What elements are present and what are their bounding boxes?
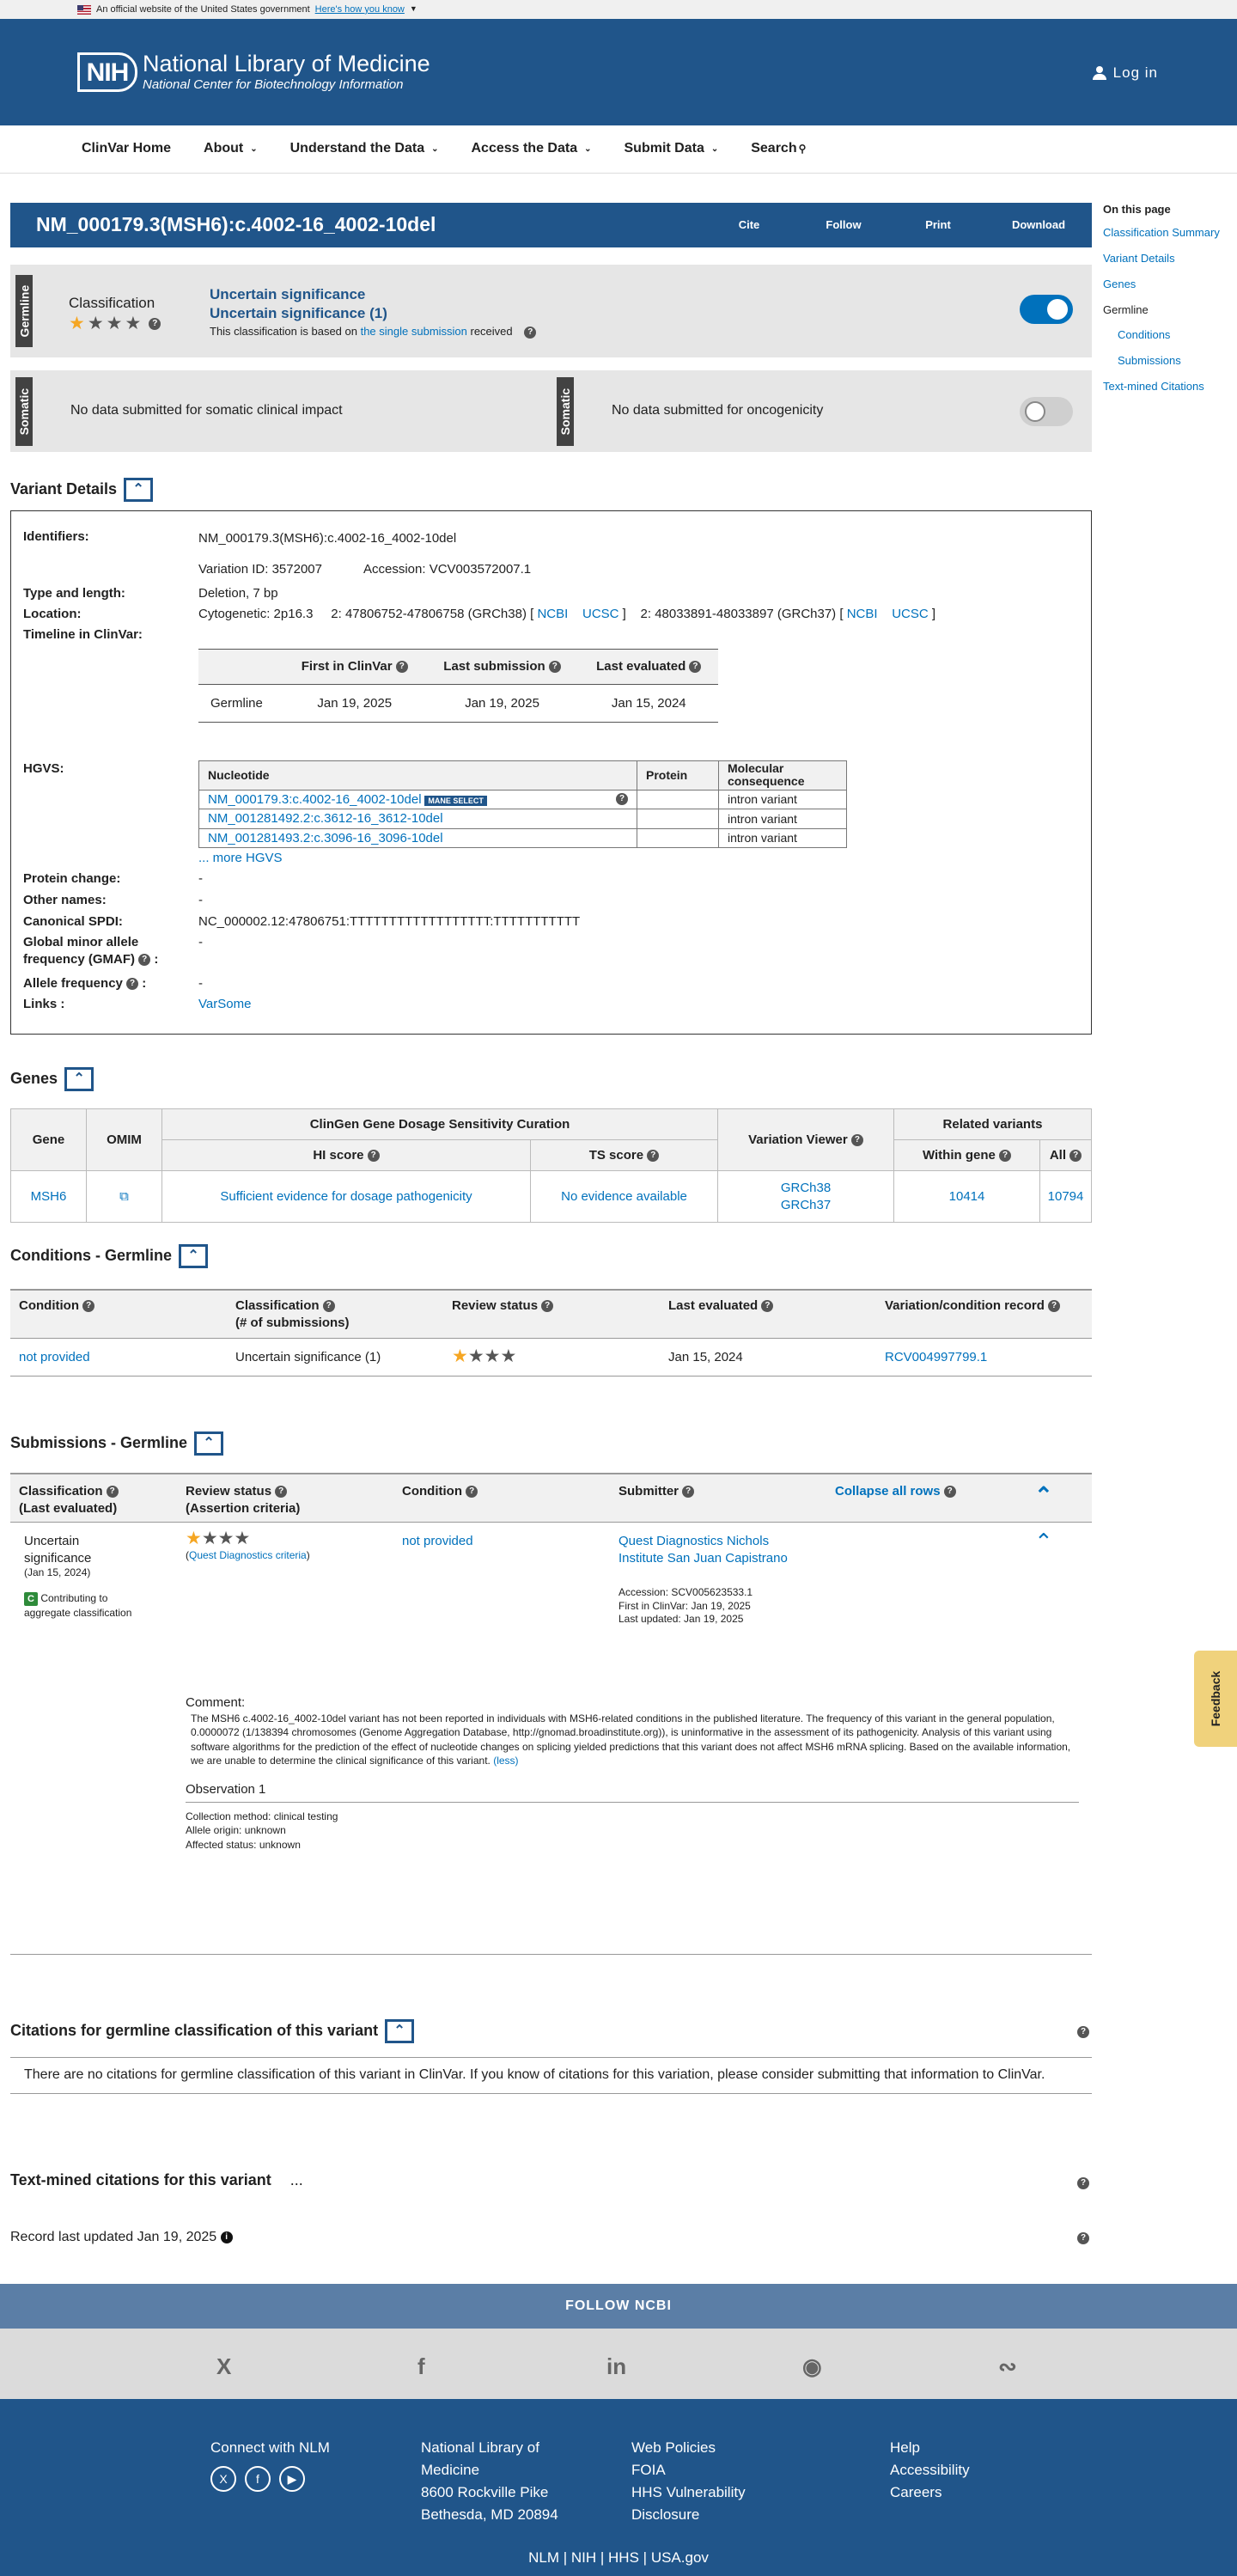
within-gene-link[interactable]: 10414 xyxy=(894,1171,1040,1223)
connect-label: Connect with NLM xyxy=(210,2439,330,2456)
other-names-label: Other names: xyxy=(23,893,107,907)
help-icon[interactable]: ? xyxy=(851,1134,863,1146)
more-hgvs-link[interactable]: ... more HGVS xyxy=(198,851,283,865)
hhs-vulnerability-link[interactable]: HHS Vulnerability xyxy=(631,2484,746,2500)
github-icon[interactable]: ◉ xyxy=(802,2353,822,2379)
protein-change-label: Protein change: xyxy=(23,871,121,886)
hgvs-consequence: intron variant xyxy=(719,790,847,809)
submitter-meta: Accession: SCV005623533.1 First in ClinVar: Jan 19, 2025 Last updated: Jan 19, 2025 xyxy=(618,1586,753,1626)
nav-access-data[interactable] xyxy=(471,140,591,158)
conditions-table xyxy=(10,1289,1092,1377)
disclosure-link[interactable]: Disclosure xyxy=(631,2506,700,2523)
all-header: All ? xyxy=(1040,1140,1092,1171)
print-button[interactable]: Print xyxy=(925,217,951,231)
gov-banner-text: An official website of the United States government xyxy=(96,3,310,15)
social-bar xyxy=(0,2329,1237,2399)
nav-label: Submit Data xyxy=(624,141,704,156)
x-twitter-icon[interactable]: X xyxy=(216,2353,232,2379)
help-icon[interactable]: ? xyxy=(761,1300,773,1312)
star-icon: ★ xyxy=(217,1529,235,1548)
mane-select-badge: MANE SELECT xyxy=(424,796,487,806)
nav-label: ClinVar Home xyxy=(82,141,172,156)
review-stars xyxy=(443,1339,660,1377)
hgvs-header: Nucleotide xyxy=(199,761,637,791)
grch38-link[interactable]: GRCh38 xyxy=(780,1181,832,1195)
search-icon: ⚲ xyxy=(798,142,807,155)
conditions-heading: Conditions - Germline ⌃ xyxy=(10,1244,208,1268)
footer-help xyxy=(890,2437,970,2504)
gov-banner xyxy=(0,0,1237,19)
timeline-cell: Jan 15, 2024 xyxy=(611,695,686,711)
help-icon[interactable]: ? xyxy=(396,661,408,673)
comment-text: The MSH6 c.4002-16_4002-10del variant has not been reported in individuals with MSH6-related conditions in the published literature. The frequency of this variant in the general population, 0.0000072 (1/138394 chromosomes (Genome Aggregation Database, http://gnomad.broadinstitute.org)), is uninformative in the assessment of its pathogenicity. Analysis of this variant using software algorithms for the prediction of the effect of nucleotide changes on splicing yielded predictions that this variant does not affect MSH6 mRNA splicing. Based on the available information, we are unable to determine the clinical significance of this variant. (less) xyxy=(191,1712,1071,1767)
sub-condition-link[interactable]: not provided xyxy=(402,1534,473,1548)
star-icon: ★ xyxy=(500,1346,517,1366)
content xyxy=(10,203,1092,2244)
chevron-down-icon: ⌄ xyxy=(584,143,592,154)
ncbi-link-37[interactable]: NCBI xyxy=(846,607,878,621)
timeline-cell: Jan 19, 2025 xyxy=(465,695,539,711)
germline-summary xyxy=(10,265,1092,357)
external-link-icon[interactable]: ⧉ xyxy=(119,1188,129,1204)
ts-header: TS score ? xyxy=(531,1140,718,1171)
record-updated: Record last updated Jan 19, 2025 i xyxy=(10,2229,233,2247)
timeline-table xyxy=(198,649,718,723)
nav-understand-data[interactable] xyxy=(290,140,439,158)
toc-classification-summary[interactable]: Classification Summary xyxy=(1103,225,1220,239)
nlm-subtitle: National Center for Biotechnology Information xyxy=(143,77,404,93)
record-header: Variation/condition record ? xyxy=(876,1290,1092,1339)
sub-review-header: Review status ? (Assertion criteria) xyxy=(186,1484,301,1516)
single-submission-link[interactable]: the single submission xyxy=(360,325,467,339)
ncbi-link-38[interactable]: NCBI xyxy=(537,607,569,621)
help-icon[interactable]: ? xyxy=(1048,1300,1060,1312)
facebook-icon[interactable]: f xyxy=(245,2466,271,2492)
help-icon[interactable]: ? xyxy=(549,661,561,673)
timeline-header: Last evaluated ? xyxy=(580,650,718,685)
collapse-icon[interactable]: ⌃ xyxy=(194,1431,223,1456)
help-icon[interactable]: ? xyxy=(275,1486,287,1498)
gmaf-label: Global minor allele frequency (GMAF) ? : xyxy=(23,935,159,967)
condition-link[interactable]: not provided xyxy=(10,1339,227,1377)
on-this-page-heading: On this page xyxy=(1103,203,1171,216)
toc-genes[interactable]: Genes xyxy=(1103,277,1136,290)
location-label: Location: xyxy=(23,607,82,621)
sub-submitter-header: Submitter ? xyxy=(618,1483,694,1500)
nav-search[interactable] xyxy=(751,140,806,158)
nav-clinvar-home[interactable] xyxy=(82,140,171,158)
hgvs-header: Molecular consequence xyxy=(719,761,847,791)
grch37-link[interactable]: GRCh37 xyxy=(780,1197,832,1212)
varsome-link[interactable]: VarSome xyxy=(198,997,252,1011)
hgvs-label: HGVS: xyxy=(23,761,64,776)
nav-label: Access the Data xyxy=(471,141,578,156)
help-icon[interactable]: ? xyxy=(647,1150,659,1162)
us-flag-icon xyxy=(77,5,91,15)
nih-logo[interactable]: NIH xyxy=(77,52,137,92)
allele-frequency-value: - xyxy=(198,976,203,991)
submissions-heading: Submissions - Germline ⌃ xyxy=(10,1431,223,1456)
on-this-page-nav xyxy=(1103,203,1237,406)
help-icon[interactable]: ? xyxy=(1077,2177,1089,2189)
variation-id: Variation ID: 3572007 xyxy=(198,562,322,577)
site-footer xyxy=(0,2399,1237,2576)
variant-title: NM_000179.3(MSH6):c.4002-16_4002-10del xyxy=(36,213,436,236)
clingen-header: ClinGen Gene Dosage Sensitivity Curation xyxy=(162,1109,718,1140)
sub-classification: Uncertain significance (Jan 15, 2024) xyxy=(24,1534,92,1578)
hgvs-protein xyxy=(637,828,719,848)
help-icon[interactable]: ? xyxy=(1077,2232,1089,2244)
timeline-header: Last submission ? xyxy=(425,650,580,685)
help-icon[interactable]: ? xyxy=(466,1486,478,1498)
allele-frequency-label: Allele frequency ? : xyxy=(23,976,147,991)
hgvs-row xyxy=(199,828,637,848)
variant-details-panel xyxy=(10,510,1092,1035)
chevron-down-icon[interactable]: ▼ xyxy=(409,4,417,14)
collapse-icon[interactable]: ⌃ xyxy=(179,1244,208,1268)
x-twitter-icon[interactable]: X xyxy=(210,2466,236,2492)
spdi-value: NC_000002.12:47806751:TTTTTTTTTTTTTTTTTT:TTTTTTTTTTT xyxy=(198,914,581,929)
star-icon: ★ xyxy=(87,314,104,333)
assertion-criteria-link[interactable]: Quest Diagnostics criteria xyxy=(189,1548,307,1561)
chevron-down-icon: ⌄ xyxy=(250,143,258,154)
toc-text-mined[interactable]: Text-mined Citations xyxy=(1103,380,1204,394)
hgvs-table xyxy=(198,760,847,848)
download-button[interactable]: Download xyxy=(1011,217,1066,231)
hhs-link[interactable]: HHS xyxy=(608,2549,639,2566)
nav-about[interactable] xyxy=(204,140,258,158)
submissions-header xyxy=(10,1473,1092,1523)
hi-header: HI score ? xyxy=(162,1140,531,1171)
accession: Accession: VCV003572007.1 xyxy=(363,562,532,577)
gene-header: Gene xyxy=(11,1109,87,1171)
footer-connect xyxy=(210,2437,330,2492)
footer-address: National Library of Medicine 8600 Rockville Pike Bethesda, MD 20894 xyxy=(421,2439,558,2523)
collection-method: Collection method: clinical testing xyxy=(186,1810,338,1823)
footer-bottom-links: NLM | NIH | HHS | USA.gov xyxy=(528,2549,709,2566)
web-policies-link[interactable]: Web Policies xyxy=(631,2439,716,2456)
collapse-icon[interactable]: ⌃ xyxy=(385,2019,414,2043)
nlm-title-block[interactable] xyxy=(143,51,430,94)
star-filled-icon: ★ xyxy=(186,1529,202,1548)
genes-heading: Genes ⌃ xyxy=(10,1067,94,1091)
user-icon xyxy=(1093,66,1106,80)
hgvs-consequence: intron variant xyxy=(719,828,847,848)
careers-link[interactable]: Careers xyxy=(890,2484,942,2500)
hi-score-link[interactable]: Sufficient evidence for dosage pathogenicity xyxy=(162,1171,531,1223)
affected-status: Affected status: unknown xyxy=(186,1838,301,1851)
submission-comment xyxy=(186,1694,1079,1852)
classification-block xyxy=(210,285,536,339)
protein-change-value: - xyxy=(198,871,203,886)
somatic-toggle[interactable] xyxy=(1020,397,1073,426)
chevron-down-icon: ⌄ xyxy=(710,143,719,154)
star-icon: ★ xyxy=(106,314,123,333)
help-icon[interactable]: ? xyxy=(616,793,628,805)
germline-tag: Germline xyxy=(15,275,33,347)
comment-label: Comment: xyxy=(186,1695,246,1710)
review-stars xyxy=(69,314,161,333)
classification-value: Uncertain significance xyxy=(210,286,366,302)
usagov-link[interactable]: USA.gov xyxy=(650,2549,709,2566)
omim-header: OMIM xyxy=(87,1109,162,1171)
oncogenicity-text: No data submitted for oncogenicity xyxy=(612,403,824,418)
identifiers-value: NM_000179.3(MSH6):c.4002-16_4002-10del xyxy=(198,531,457,546)
ts-score-link[interactable]: No evidence available xyxy=(531,1171,718,1223)
star-icon: ★ xyxy=(467,1346,484,1366)
how-you-know-link[interactable]: Here's how you know xyxy=(314,3,405,15)
star-filled-icon: ★ xyxy=(452,1346,468,1366)
star-icon: ★ xyxy=(234,1529,251,1548)
login-label: Log in xyxy=(1112,64,1158,81)
star-icon: ★ xyxy=(125,314,142,333)
timeline-cell: Jan 19, 2025 xyxy=(317,695,393,711)
hgvs-consequence: intron variant xyxy=(719,809,847,829)
nlm-link[interactable]: NLM xyxy=(528,2549,559,2566)
help-icon[interactable]: ? xyxy=(323,1300,335,1312)
within-header: Within gene ? xyxy=(894,1140,1040,1171)
nlm-title: National Library of Medicine xyxy=(143,51,430,77)
help-icon[interactable]: ? xyxy=(107,1486,119,1498)
timeline-cell: Germline xyxy=(210,695,263,711)
hgvs-row xyxy=(199,809,637,829)
youtube-icon[interactable]: ▶ xyxy=(279,2466,305,2492)
gmaf-value: - xyxy=(198,935,203,949)
ucsc-link-37[interactable]: UCSC xyxy=(892,607,929,621)
somatic-summary xyxy=(10,370,1092,452)
help-icon[interactable]: ? xyxy=(368,1150,380,1162)
help-icon[interactable]: ? xyxy=(1077,2026,1089,2038)
help-icon[interactable]: ? xyxy=(82,1300,94,1312)
spdi-label: Canonical SPDI: xyxy=(23,914,123,929)
toc-conditions[interactable]: Conditions xyxy=(1118,328,1171,342)
main-area xyxy=(0,174,1237,2456)
related-header: Related variants xyxy=(894,1109,1092,1140)
nih-link[interactable]: NIH xyxy=(570,2549,597,2566)
cite-button[interactable]: Cite xyxy=(738,217,760,231)
somatic-clinical-tag: Somatic xyxy=(15,377,33,446)
site-header xyxy=(0,19,1237,125)
help-icon[interactable]: ? xyxy=(524,327,536,339)
classification-header: Classification ? (# of submissions) xyxy=(227,1290,443,1339)
submissions-divider xyxy=(10,1954,1092,1955)
star-filled-icon: ★ xyxy=(69,314,85,333)
citations-box xyxy=(10,2057,1092,2094)
collapse-icon[interactable]: ⌃ xyxy=(124,478,153,502)
review-status-header: Review status ? xyxy=(443,1290,660,1339)
classification-count: Uncertain significance (1) xyxy=(210,305,387,322)
germline-toggle[interactable] xyxy=(1020,295,1073,324)
genes-table xyxy=(10,1108,1092,1223)
viewer-cell xyxy=(718,1171,894,1223)
hgvs-protein xyxy=(637,809,719,829)
rcv-link[interactable]: RCV004997799.1 xyxy=(876,1339,1092,1377)
loading-dots: ... xyxy=(289,2171,303,2188)
collapse-icon[interactable]: ⌃ xyxy=(64,1067,94,1091)
toc-variant-details[interactable]: Variant Details xyxy=(1103,251,1175,265)
location-value: Cytogenetic: 2p16.3 2: 47806752-47806758 (GRCh38) [ NCBI UCSC ] 2: 48033891-48033897 (GRCh37) [ NCBI UCSC ] xyxy=(198,607,936,621)
accessibility-link[interactable]: Accessibility xyxy=(890,2462,970,2478)
identifiers-label: Identifiers: xyxy=(23,529,89,544)
timeline-header: First in ClinVar ? xyxy=(284,650,425,685)
hgvs-header: Protein xyxy=(637,761,719,791)
citations-heading: Citations for germline classification of this variant ⌃ xyxy=(10,2019,414,2043)
star-icon: ★ xyxy=(484,1346,501,1366)
star-icon: ★ xyxy=(201,1529,218,1548)
viewer-header: Variation Viewer ? xyxy=(718,1109,894,1171)
timeline-label: Timeline in ClinVar: xyxy=(23,627,143,642)
follow-ncbi-bar: FOLLOW NCBI xyxy=(0,2284,1237,2329)
contributing-icon: C xyxy=(24,1592,38,1606)
chevron-up-icon[interactable]: ⌃ xyxy=(1034,1529,1053,1554)
sub-review-stars: ★★★★ (Quest Diagnostics criteria) xyxy=(186,1529,310,1561)
hgvs-nucleotide-link[interactable]: NM_000179.3:c.4002-16_4002-10del xyxy=(208,791,422,807)
help-icon[interactable]: ? xyxy=(138,954,150,966)
linkedin-icon[interactable]: in xyxy=(606,2353,627,2379)
variant-details-heading: Variant Details ⌃ xyxy=(10,478,153,502)
help-icon[interactable]: ? xyxy=(1069,1150,1082,1162)
type-value: Deletion, 7 bp xyxy=(198,586,278,601)
login-button[interactable] xyxy=(1093,64,1158,82)
other-names-value: - xyxy=(198,893,203,907)
help-icon[interactable]: ? xyxy=(944,1486,956,1498)
footer-policies xyxy=(631,2437,746,2526)
feedback-button[interactable]: Feedback xyxy=(1194,1651,1237,1747)
collapse-all-rows[interactable]: Collapse all rows ? xyxy=(835,1483,956,1500)
contributing-badge: C Contributing to aggregate classification xyxy=(24,1592,132,1619)
help-icon[interactable]: ? xyxy=(126,978,138,990)
sub-classification-header: Classification ? (Last evaluated) xyxy=(19,1484,118,1516)
submitter-link[interactable]: Quest Diagnostics Nichols Institute San Juan Capistrano xyxy=(618,1534,788,1566)
nav-label: Understand the Data xyxy=(289,141,425,156)
condition-header: Condition ? xyxy=(10,1290,227,1339)
nav-submit-data[interactable] xyxy=(625,140,719,158)
oncogenicity-tag: Somatic xyxy=(557,377,574,446)
all-variants-link[interactable]: 10794 xyxy=(1040,1171,1092,1223)
help-icon[interactable]: ? xyxy=(541,1300,553,1312)
variant-title-bar xyxy=(10,203,1092,247)
toc-germline: Germline xyxy=(1103,302,1149,316)
hgvs-protein xyxy=(637,790,719,809)
observation-heading: Observation 1 xyxy=(186,1781,1079,1803)
help-icon[interactable]: ? xyxy=(689,661,701,673)
allele-origin: Allele origin: unknown xyxy=(186,1824,286,1837)
sub-condition-header: Condition ? xyxy=(402,1483,478,1500)
submission-row xyxy=(10,1529,1092,1713)
citations-text: There are no citations for germline classification of this variant in ClinVar. If you know of citations for this variation, please consider submitting that information to ClinVar. xyxy=(24,2067,1045,2082)
rss-icon[interactable]: ∾ xyxy=(998,2353,1017,2379)
main-nav xyxy=(0,125,1237,174)
info-icon[interactable]: i xyxy=(221,2231,233,2243)
last-evaluated-header: Last evaluated ? xyxy=(660,1290,876,1339)
facebook-icon[interactable]: f xyxy=(417,2353,425,2379)
gene-link[interactable]: MSH6 xyxy=(11,1171,87,1223)
foia-link[interactable]: FOIA xyxy=(631,2462,666,2478)
chevron-down-icon: ⌄ xyxy=(431,143,439,154)
hgvs-nucleotide-link[interactable]: NM_001281492.2:c.3612-16_3612-10del xyxy=(208,811,443,827)
classification-label: Classification xyxy=(69,295,155,311)
omim-cell xyxy=(87,1171,162,1223)
text-mined-heading: Text-mined citations for this variant ... xyxy=(10,2170,303,2190)
help-icon[interactable]: ? xyxy=(682,1486,694,1498)
links-label: Links : xyxy=(23,997,65,1011)
toc-submissions[interactable]: Submissions xyxy=(1118,354,1181,368)
somatic-clinical-text: No data submitted for somatic clinical impact xyxy=(70,403,343,418)
classification-note: This classification is based on the single submission received ? xyxy=(210,325,536,339)
help-icon[interactable]: ? xyxy=(149,318,161,330)
hgvs-row xyxy=(199,790,637,809)
nav-label: Search xyxy=(751,141,797,156)
last-evaluated-cell: Jan 15, 2024 xyxy=(660,1339,876,1377)
hgvs-nucleotide-link[interactable]: NM_001281493.2:c.3096-16_3096-10del xyxy=(208,830,443,845)
help-icon[interactable]: ? xyxy=(999,1150,1011,1162)
type-label: Type and length: xyxy=(23,586,125,601)
nav-label: About xyxy=(204,141,244,156)
chevron-up-icon[interactable]: ⌃ xyxy=(1034,1482,1053,1508)
classification-cell: Uncertain significance (1) xyxy=(227,1339,443,1377)
less-link[interactable]: (less) xyxy=(493,1754,519,1767)
follow-button[interactable]: Follow xyxy=(826,217,862,231)
ucsc-link-38[interactable]: UCSC xyxy=(582,607,619,621)
help-link[interactable]: Help xyxy=(890,2439,920,2456)
